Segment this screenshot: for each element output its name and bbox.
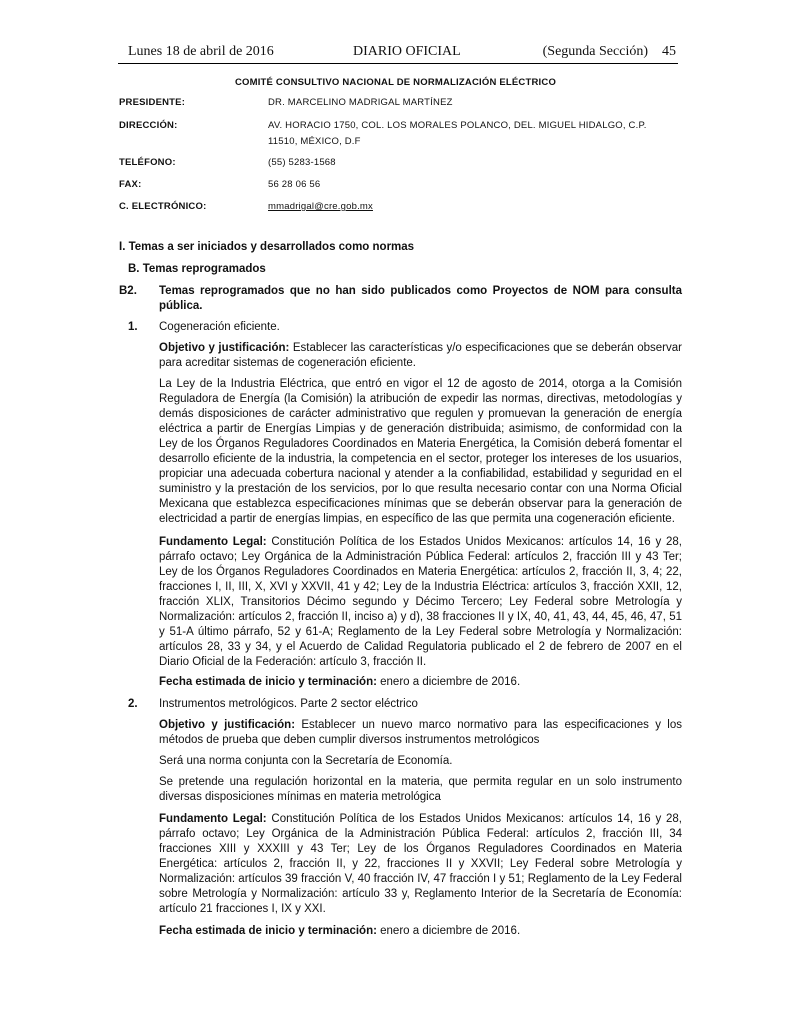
item-title: Cogeneración eficiente.: [159, 321, 280, 333]
committee-value: (55) 5283-1568: [268, 157, 336, 168]
item-paragraph: La Ley de la Industria Eléctrica, que entró en vigor el 12 de agosto de 2014, otorga a la Comisión Reguladora de Energía (la Comisión) la atribución de expedir las normas, directivas, metodologías y demás disposiciones de carácter administrativo que regulen y promuevan la generación de energía eléctrica a partir de Energías Limpias y de generación distribuida; asimismo, de conformidad con la Ley de los Órganos Reguladores Coordinados en Materia Energética, la Comisión deberá fomentar el desarrollo eficiente de la industria, la competencia en el sector, proteger los intereses de los usuarios, propiciar una adecuada cobertura nacional y atender a la confiabilidad, estabilidad y seguridad en el suministro y la prestación de los servicios, por lo que resulta necesario contar con una Norma Oficial Mexicana que establezca especificaciones mínimas que se deberán observar para la generación de electricidad a partir de energías limpias, en específico de las que permita una cogeneración eficiente.: [159, 378, 682, 525]
committee-label: FAX:: [119, 179, 142, 190]
item-fecha: [159, 924, 682, 939]
header-section: (Segunda Sección): [542, 44, 648, 59]
committee-label: DIRECCIÓN:: [119, 120, 178, 131]
item-title: Instrumentos metrológicos. Parte 2 sector eléctrico: [159, 698, 418, 710]
section-number-b2: B2.: [119, 285, 137, 297]
item-fundamento: [159, 812, 682, 917]
fecha-label: Fecha estimada de inicio y terminación:: [159, 925, 377, 937]
section-heading-b2: Temas reprogramados que no han sido publicados como Proyectos de NOM para consulta pública.: [159, 285, 682, 312]
fundamento-label: Fundamento Legal:: [159, 536, 267, 548]
committee-label: C. ELECTRÓNICO:: [119, 201, 207, 212]
email-link[interactable]: mmadrigal@cre.gob.mx: [268, 201, 373, 212]
fecha-label: Fecha estimada de inicio y terminación:: [159, 676, 377, 688]
objetivo-text: Establecer un nuevo marco normativo para las especificaciones y los métodos de prueba que deben cumplir diversos instrumentos metrológicos: [159, 719, 682, 746]
item-paragraph: Será una norma conjunta con la Secretaría de Economía.: [159, 755, 453, 767]
committee-label: TELÉFONO:: [119, 157, 176, 168]
section-heading-b: B. Temas reprogramados: [128, 263, 266, 275]
item-number: 1.: [128, 321, 138, 333]
item-paragraph: Se pretende una regulación horizontal en la materia, que permita regular en un solo instrumento diversas disposiciones mínimas en materia metrológica: [159, 776, 682, 803]
committee-label: PRESIDENTE:: [119, 97, 186, 108]
item-fecha: [159, 675, 682, 690]
running-header: [128, 44, 676, 64]
objetivo-label: Objetivo y justificación:: [159, 342, 290, 354]
item-fundamento: [159, 535, 682, 670]
committee-value: AV. HORACIO 1750, COL. LOS MORALES POLANCO, DEL. MIGUEL HIDALGO, C.P. 11510, MÉXICO, D.F: [268, 120, 647, 147]
fecha-text: enero a diciembre de 2016.: [380, 676, 521, 688]
header-page-number: 45: [662, 44, 676, 59]
objetivo-label: Objetivo y justificación:: [159, 719, 296, 731]
item-number: 2.: [128, 698, 138, 710]
fundamento-text: Constitución Política de los Estados Unidos Mexicanos: artículos 14, 16 y 28, párrafo octavo; Ley Orgánica de la Administración Pública Federal: artículos 2, fracción III y 43 Ter; Ley de los Órganos Reguladores Coordinados en Materia Energética: artículos 2, fracción II, 3, 4; 22, fracciones I, II, III, X, XVI y XXVII, 41 y 42; Ley de la Industria Eléctrica: artículos 3, fracción XXII, 12, fracción XLIX, Transitorios Décimo segundo y Décimo Tercero; Ley Federal sobre Metrología y Normalización: artículos 2, fracción II, inciso a) y d), 38 fracciones II y IX, 40, 41, 43, 44, 45, 46, 47, 51 y 51-A último párrafo, 52 y 61-A; Reglamento de la Ley Federal sobre Metrología y Normalización: artículos 28, 33 y 34, y el Acuerdo de Calidad Regulatoria publicado el 2 de febrero de 2007 en el Diario Oficial de la Federación: artículo 3, fracción II.: [159, 536, 682, 668]
committee-value: DR. MARCELINO MADRIGAL MARTÍNEZ: [268, 97, 453, 108]
item-objetivo: [159, 341, 682, 371]
section-heading-i: I. Temas a ser iniciados y desarrollados como normas: [119, 241, 415, 253]
committee-title: COMITÉ CONSULTIVO NACIONAL DE NORMALIZACIÓN ELÉCTRICO: [234, 77, 557, 88]
fecha-text: enero a diciembre de 2016.: [380, 925, 521, 937]
committee-value: 56 28 06 56: [268, 179, 321, 190]
header-rule: [118, 63, 678, 64]
header-publication: DIARIO OFICIAL: [353, 44, 461, 59]
objetivo-text: Establecer las características y/o especificaciones que se deberán observar para acreditar sistemas de cogeneración eficiente.: [159, 342, 682, 369]
fundamento-label: Fundamento Legal:: [159, 813, 267, 825]
header-date: Lunes 18 de abril de 2016: [128, 44, 274, 59]
header-section-page: [543, 44, 676, 60]
fundamento-text: Constitución Política de los Estados Unidos Mexicanos: artículos 14, 16 y 28, párrafo octavo; Ley Orgánica de la Administración Pública Federal: artículos 2, fracción III, 34 fracciones XIII y XXXIII y 43 Ter; Ley de los Órganos Reguladores Coordinados en Materia Energética: artículos 2, fracción II, y 22, fracciones II y XXVII; Ley Federal sobre Metrología y Normalización: artículos 39 fracción V, 40 fracción IV, 47 fracción I y 51; Reglamento de la Ley Federal sobre Metrología y Normalización: artículo 33 y, Reglamento Interior de la Secretaría de Economía: artículo 21 fracciones I, IX y XXI.: [159, 813, 682, 915]
item-objetivo: [159, 718, 682, 748]
